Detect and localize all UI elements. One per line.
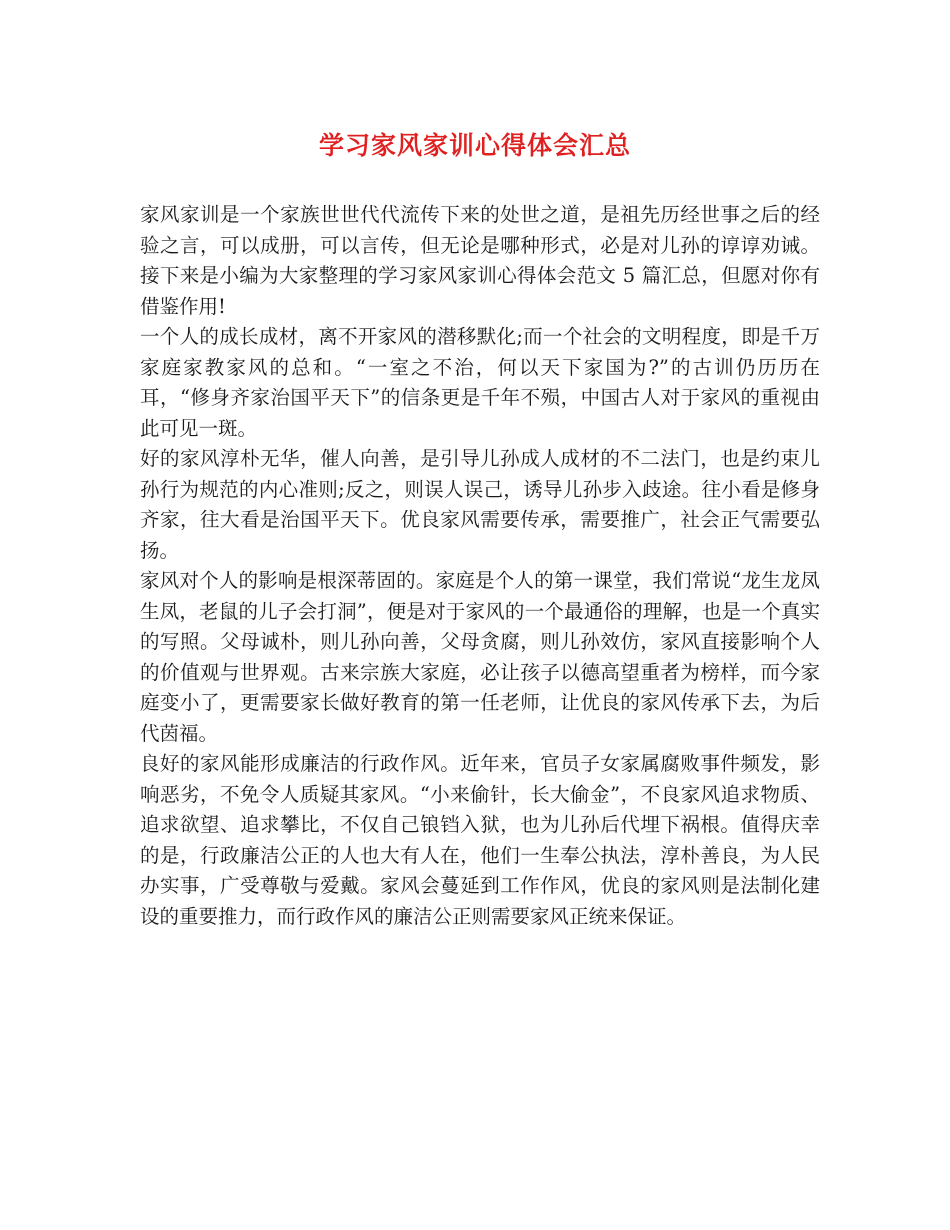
paragraph-personal-influence: 家风对个人的影响是根深蒂固的。家庭是个人的第一课堂，我们常说“龙生龙凤生凤，老鼠的儿子会打洞”，便是对于家风的一个最通俗的理解，也是一个真实的写照。父母诚朴，则儿孙向善，父母贪腐，则儿孙效仿，家风直接影响个人的价值观与世界观。古来宗族大家庭，必让孩子以德高望重者为榜样，而今家庭变小了，更需要家长做好教育的第一任老师，让优良的家风传承下去，为后代茵福。 [140,569,820,745]
document-body [140,200,820,932]
paragraph-growth: 一个人的成长成材，离不开家风的潜移默化;而一个社会的文明程度，即是千万家庭家教家风的总和。“一室之不治，何以天下家国为?”的古训仍历历在耳，“修身齐家治国平天下”的信条更是千年不殒，中国古人对于家风的重视由此可见一斑。 [140,325,820,440]
paragraph-good-family-style: 好的家风淳朴无华，催人向善，是引导儿孙成人成材的不二法门，也是约束儿孙行为规范的内心准则;反之，则误人误己，诱导儿孙步入歧途。往小看是修身齐家，往大看是治国平天下。优良家风需要传承，需要推广，社会正气需要弘扬。 [140,447,820,562]
paragraph-administrative-style: 良好的家风能形成廉洁的行政作风。近年来，官员子女家属腐败事件频发，影响恶劣，不免令人质疑其家风。“小来偷针，长大偷金”，不良家风追求物质、追求欲望、追求攀比，不仅自己锒铛入狱，也为儿孙后代埋下祸根。值得庆幸的是，行政廉洁公正的人也大有人在，他们一生奉公执法，淳朴善良，为人民办实事，广受尊敬与爱戴。家风会蔓延到工作作风，优良的家风则是法制化建设的重要推力，而行政作风的廉洁公正则需要家风正统来保证。 [140,752,820,928]
paragraph-intro: 家风家训是一个家族世世代代流传下来的处世之道，是祖先历经世事之后的经验之言，可以成册，可以言传，但无论是哪种形式，必是对儿孙的谆谆劝诫。接下来是小编为大家整理的学习家风家训心得体会范文 5 篇汇总，但愿对你有借鉴作用! [140,203,820,318]
document-title: 学习家风家训心得体会汇总 [318,131,631,160]
